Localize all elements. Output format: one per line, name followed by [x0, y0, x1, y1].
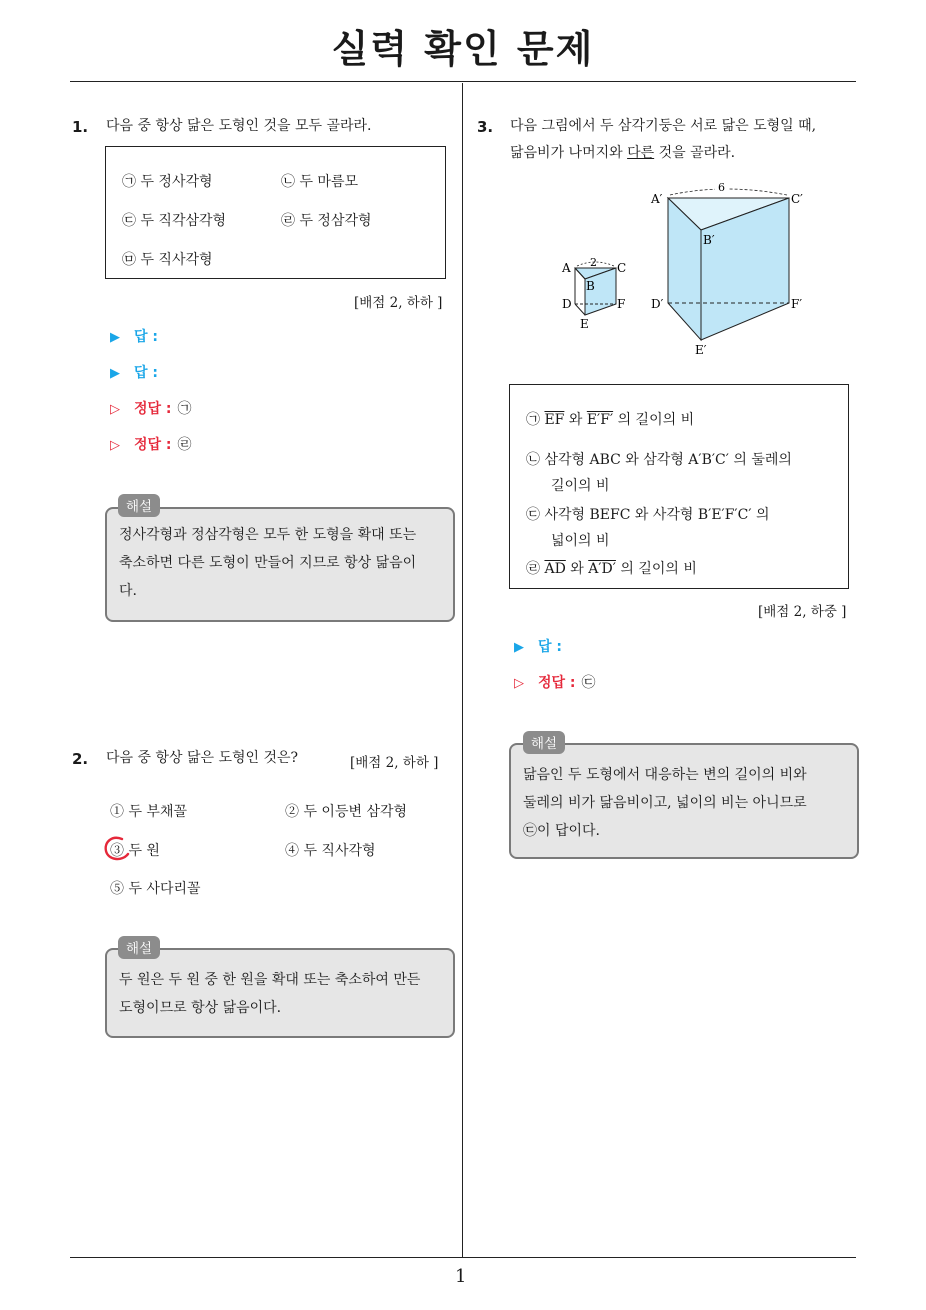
large-label-B: B′ — [703, 233, 715, 247]
question-1-text: 다음 중 항상 닮은 도형인 것을 모두 골라라. — [106, 118, 372, 134]
small-label-D: D — [562, 297, 572, 311]
q1-option-1[interactable]: ㉠ 두 정사각형 — [122, 174, 213, 190]
q2-option-4[interactable]: ④ 두 직사각형 — [285, 843, 376, 859]
top-divider — [70, 81, 856, 82]
segment-E-F-prime: E′F′ — [586, 412, 614, 428]
segment-A-D-prime: A′D′ — [588, 561, 616, 577]
segment-AD: $\overline{AD}$ — [544, 561, 566, 577]
q2-explanation-line-1: 두 원은 두 원 중 한 원을 확대 또는 축소하여 만든 — [119, 972, 421, 988]
column-divider — [462, 83, 463, 1258]
question-2-text: 다음 중 항상 닮은 도형인 것은? — [106, 750, 299, 766]
q3-correct-value: ㉢ — [581, 675, 596, 691]
q3-explanation-line-3: ㉢이 답이다. — [523, 823, 600, 839]
q1-correct-value-1: ㉠ — [177, 401, 192, 417]
q1-explanation-box — [105, 507, 455, 622]
q3-explanation-line-2: 둘레의 비가 닮음비이고, 넓이의 비는 아니므로 — [523, 795, 807, 811]
q3-option-1-post: 의 길이의 비 — [613, 412, 695, 428]
q3-answer-row — [514, 636, 562, 656]
q3-correct-label: 정답 : — [538, 675, 576, 691]
question-1-options-box — [105, 146, 446, 279]
question-3-text-line-1: 다음 그림에서 두 삼각기둥은 서로 닮은 도형일 때, — [510, 118, 817, 134]
bottom-divider — [70, 1257, 856, 1258]
q1-answer-label-1: 답 : — [134, 329, 158, 345]
question-1-meta: [배점 2, 하하 ] — [354, 295, 443, 311]
q2-explanation-tag: 해설 — [118, 936, 160, 959]
q3-option-3-line-1[interactable]: ㉢ 사각형 BEFC 와 사각형 B′E′F′C′ 의 — [526, 507, 770, 523]
q2-option-3[interactable]: ③ 두 원 — [110, 843, 160, 859]
q1-correct-label-1: 정답 : — [134, 401, 172, 417]
page-number: 1 — [455, 1266, 467, 1287]
q1-correct-row-1 — [110, 398, 192, 418]
small-label-E: E — [580, 317, 589, 331]
red-circle-mark-icon — [102, 834, 132, 864]
large-prism — [668, 189, 789, 340]
large-label-E: E′ — [695, 343, 707, 357]
q3-explanation-tag: 해설 — [523, 731, 565, 754]
red-outline-triangle-icon: ▷ — [514, 676, 524, 691]
question-1-number: 1. — [72, 118, 89, 136]
large-label-F: F′ — [791, 297, 803, 311]
q3-option-4-mark: ㉣ — [526, 561, 540, 577]
segment-EF: $\overline{EF}$ — [544, 412, 565, 428]
q2-option-5[interactable]: ⑤ 두 사다리꼴 — [110, 881, 201, 897]
q3-option-3-line-2: 넓이의 비 — [551, 533, 610, 549]
q1-option-4[interactable]: ㉣ 두 정삼각형 — [281, 213, 372, 229]
red-outline-triangle-icon: ▷ — [110, 438, 120, 453]
q1-correct-label-2: 정답 : — [134, 437, 172, 453]
q3-text-underlined: 다른 — [627, 145, 655, 161]
q3-correct-row — [514, 672, 596, 692]
q2-explanation-box — [105, 948, 455, 1038]
q3-explanation-box — [509, 743, 859, 859]
blue-filled-triangle-icon: ▶ — [514, 640, 524, 655]
small-label-C: C — [617, 261, 627, 275]
large-label-A: A′ — [651, 192, 663, 206]
q3-option-4[interactable] — [526, 558, 697, 578]
large-edge-label: 6 — [718, 181, 725, 194]
q3-option-4-mid: 와 — [565, 561, 589, 577]
q3-text-post: 것을 골라라. — [654, 145, 736, 161]
large-label-D: D′ — [651, 297, 664, 311]
q3-option-2-line-1[interactable]: ㉡ 삼각형 ABC 와 삼각형 A′B′C′ 의 둘레의 — [526, 452, 792, 468]
question-2-number: 2. — [72, 750, 89, 768]
q1-explanation-line-1: 정사각형과 정삼각형은 모두 한 도형을 확대 또는 — [119, 527, 417, 543]
q1-option-5[interactable]: ㉤ 두 직사각형 — [122, 252, 213, 268]
q3-option-2-line-2: 길이의 비 — [551, 478, 610, 494]
red-outline-triangle-icon: ▷ — [110, 402, 120, 417]
q3-option-1[interactable] — [526, 409, 694, 429]
q3-text-pre: 닮음비가 나머지와 — [510, 145, 628, 161]
question-3-options-box — [509, 384, 849, 589]
q3-answer-label: 답 : — [538, 639, 562, 655]
q1-explanation-line-3: 다. — [119, 583, 137, 599]
blue-filled-triangle-icon: ▶ — [110, 366, 120, 381]
prism-figure — [555, 178, 815, 363]
q1-option-2[interactable]: ㉡ 두 마름모 — [281, 174, 358, 190]
q2-explanation-line-2: 도형이므로 항상 닮음이다. — [119, 1000, 282, 1016]
small-edge-label: 2 — [590, 256, 597, 269]
question-3-number: 3. — [477, 118, 494, 136]
large-label-C: C′ — [791, 192, 803, 206]
question-2-meta: [배점 2, 하하 ] — [350, 755, 439, 771]
q1-explanation-tag: 해설 — [118, 494, 160, 517]
q3-explanation-line-1: 닮음인 두 도형에서 대응하는 변의 길이의 비와 — [523, 767, 807, 783]
q2-option-2[interactable]: ② 두 이등변 삼각형 — [285, 804, 408, 820]
small-prism — [575, 262, 616, 315]
q2-option-1[interactable]: ① 두 부채꼴 — [110, 804, 187, 820]
question-3-text-line-2 — [510, 140, 735, 167]
page-title: 실력 확인 문제 — [331, 27, 595, 71]
q3-option-1-mid: 와 — [564, 412, 587, 428]
blue-filled-triangle-icon: ▶ — [110, 330, 120, 345]
q1-answer-row-2 — [110, 362, 158, 382]
q1-explanation-line-2: 축소하면 다른 도형이 만들어 지므로 항상 닮음이 — [119, 555, 417, 571]
question-3-meta: [배점 2, 하중 ] — [758, 604, 847, 620]
q1-option-3[interactable]: ㉢ 두 직각삼각형 — [122, 213, 227, 229]
q1-correct-value-2: ㉣ — [177, 437, 192, 453]
small-label-F: F — [617, 297, 626, 311]
small-label-A: A — [562, 261, 571, 275]
q3-option-4-post: 의 길이의 비 — [615, 561, 697, 577]
q1-answer-label-2: 답 : — [134, 365, 158, 381]
small-label-B: B — [586, 279, 595, 293]
q3-option-1-mark: ㉠ — [526, 412, 540, 428]
q1-correct-row-2 — [110, 434, 192, 454]
q1-answer-row-1 — [110, 326, 158, 346]
